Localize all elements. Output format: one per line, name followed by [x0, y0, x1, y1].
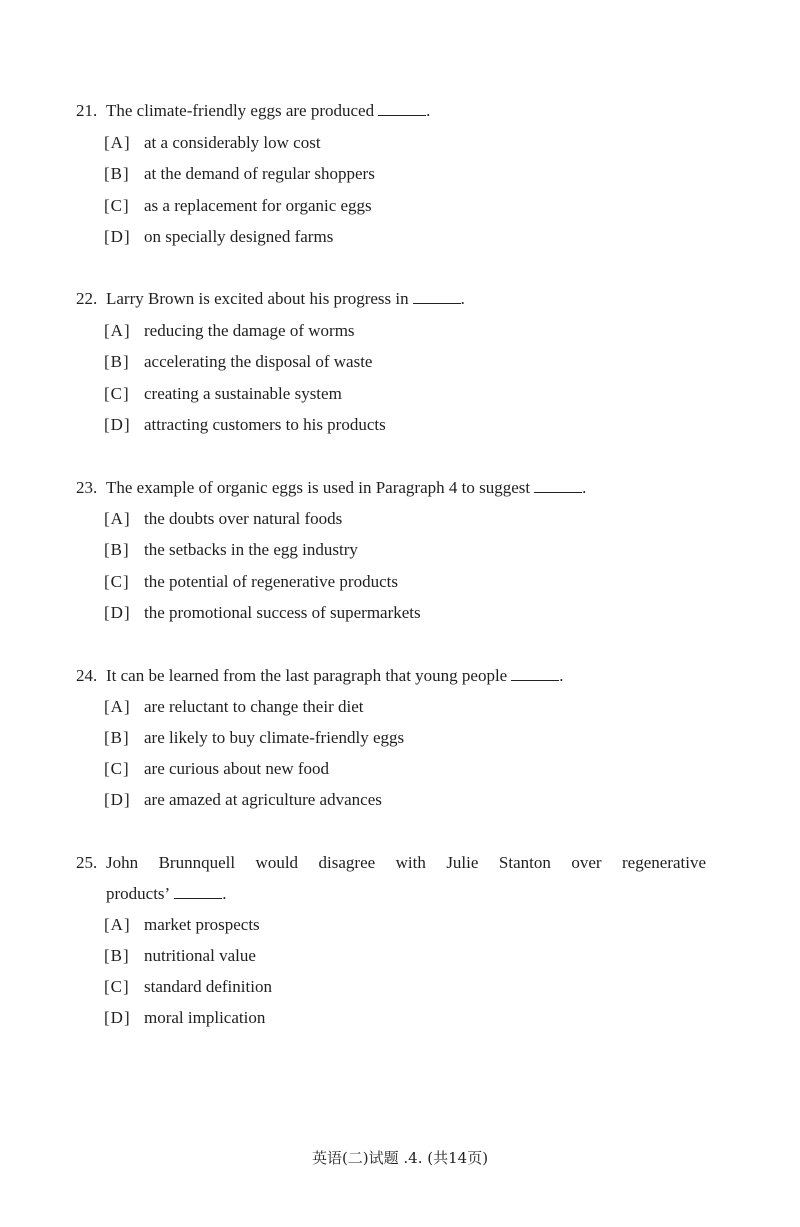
option-22-b: [104, 351, 372, 373]
question-25-stem-continued: [106, 883, 226, 905]
option-22-c: [104, 383, 342, 405]
option-24-a: [104, 696, 363, 718]
option-text: on specially designed farms: [144, 227, 334, 246]
option-22-a: [104, 320, 355, 342]
option-text: reducing the damage of worms: [144, 321, 355, 340]
option-23-d: [104, 602, 421, 624]
question-number: 22.: [76, 289, 98, 308]
option-letter: [D]: [104, 1008, 131, 1027]
question-text: The climate-friendly eggs are produced: [106, 101, 375, 120]
option-23-c: [104, 571, 398, 593]
option-21-c: [104, 195, 372, 217]
option-text: the setbacks in the egg industry: [144, 540, 358, 559]
option-text: at the demand of regular shoppers: [144, 164, 375, 183]
answer-blank: [534, 478, 582, 493]
option-letter: [D]: [104, 227, 131, 246]
option-letter: [D]: [104, 415, 131, 434]
option-24-b: [104, 727, 404, 749]
option-text: the potential of regenerative products: [144, 572, 398, 591]
answer-blank: [174, 884, 222, 899]
question-number: 23.: [76, 478, 98, 497]
option-24-d: [104, 789, 382, 811]
option-letter: [A]: [104, 509, 131, 528]
option-letter: [B]: [104, 352, 130, 371]
question-text: John Brunnquell would disagree with Julie Stanton over regenerative: [106, 853, 706, 872]
option-text: the promotional success of supermarkets: [144, 603, 421, 622]
option-23-b: [104, 539, 358, 561]
option-letter: [C]: [104, 384, 130, 403]
option-21-b: [104, 163, 375, 185]
option-letter: [B]: [104, 728, 130, 747]
question-number: 24.: [76, 666, 98, 685]
question-text: It can be learned from the last paragraph that young people: [106, 666, 508, 685]
option-letter: [A]: [104, 697, 131, 716]
question-21-stem: [76, 100, 430, 122]
option-21-a: [104, 132, 321, 154]
option-letter: [D]: [104, 790, 131, 809]
option-letter: [A]: [104, 321, 131, 340]
option-text: are reluctant to change their diet: [144, 697, 364, 716]
option-letter: [C]: [104, 572, 130, 591]
answer-blank: [413, 289, 461, 304]
option-letter: [B]: [104, 164, 130, 183]
option-23-a: [104, 508, 342, 530]
option-letter: [C]: [104, 977, 130, 996]
option-letter: [A]: [104, 915, 131, 934]
option-text: standard definition: [144, 977, 272, 996]
option-letter: [B]: [104, 946, 130, 965]
question-text-continued: products’: [106, 884, 171, 903]
question-23-stem: [76, 477, 586, 499]
question-end: .: [559, 666, 564, 685]
question-number: 25.: [76, 853, 98, 872]
option-text: accelerating the disposal of waste: [144, 352, 373, 371]
option-letter: [D]: [104, 603, 131, 622]
question-24-stem: [76, 665, 563, 687]
option-text: nutritional value: [144, 946, 256, 965]
option-24-c: [104, 758, 329, 780]
option-letter: [B]: [104, 540, 130, 559]
question-end: .: [582, 478, 587, 497]
answer-blank: [378, 101, 426, 116]
option-text: are curious about new food: [144, 759, 330, 778]
option-25-c: [104, 976, 272, 998]
option-25-a: [104, 914, 260, 936]
answer-blank: [511, 666, 559, 681]
option-letter: [C]: [104, 759, 130, 778]
option-text: as a replacement for organic eggs: [144, 196, 372, 215]
option-text: creating a sustainable system: [144, 384, 342, 403]
option-text: market prospects: [144, 915, 260, 934]
option-text: at a considerably low cost: [144, 133, 321, 152]
question-end: .: [222, 884, 227, 903]
question-25-stem: [76, 852, 706, 874]
question-text: Larry Brown is excited about his progress in: [106, 289, 409, 308]
option-letter: [C]: [104, 196, 130, 215]
page-footer: 英语(二)试题 .4. (共14页): [311, 1149, 489, 1167]
option-25-b: [104, 945, 256, 967]
option-text: are amazed at agriculture advances: [144, 790, 382, 809]
question-end: .: [426, 101, 431, 120]
question-text: The example of organic eggs is used in Paragraph 4 to suggest: [106, 478, 531, 497]
option-letter: [A]: [104, 133, 131, 152]
option-25-d: [104, 1007, 265, 1029]
option-22-d: [104, 414, 386, 436]
question-22-stem: [76, 288, 465, 310]
option-text: the doubts over natural foods: [144, 509, 343, 528]
option-text: are likely to buy climate-friendly eggs: [144, 728, 405, 747]
question-end: .: [460, 289, 465, 308]
option-text: attracting customers to his products: [144, 415, 386, 434]
option-21-d: [104, 226, 333, 248]
option-text: moral implication: [144, 1008, 266, 1027]
question-number: 21.: [76, 101, 98, 120]
